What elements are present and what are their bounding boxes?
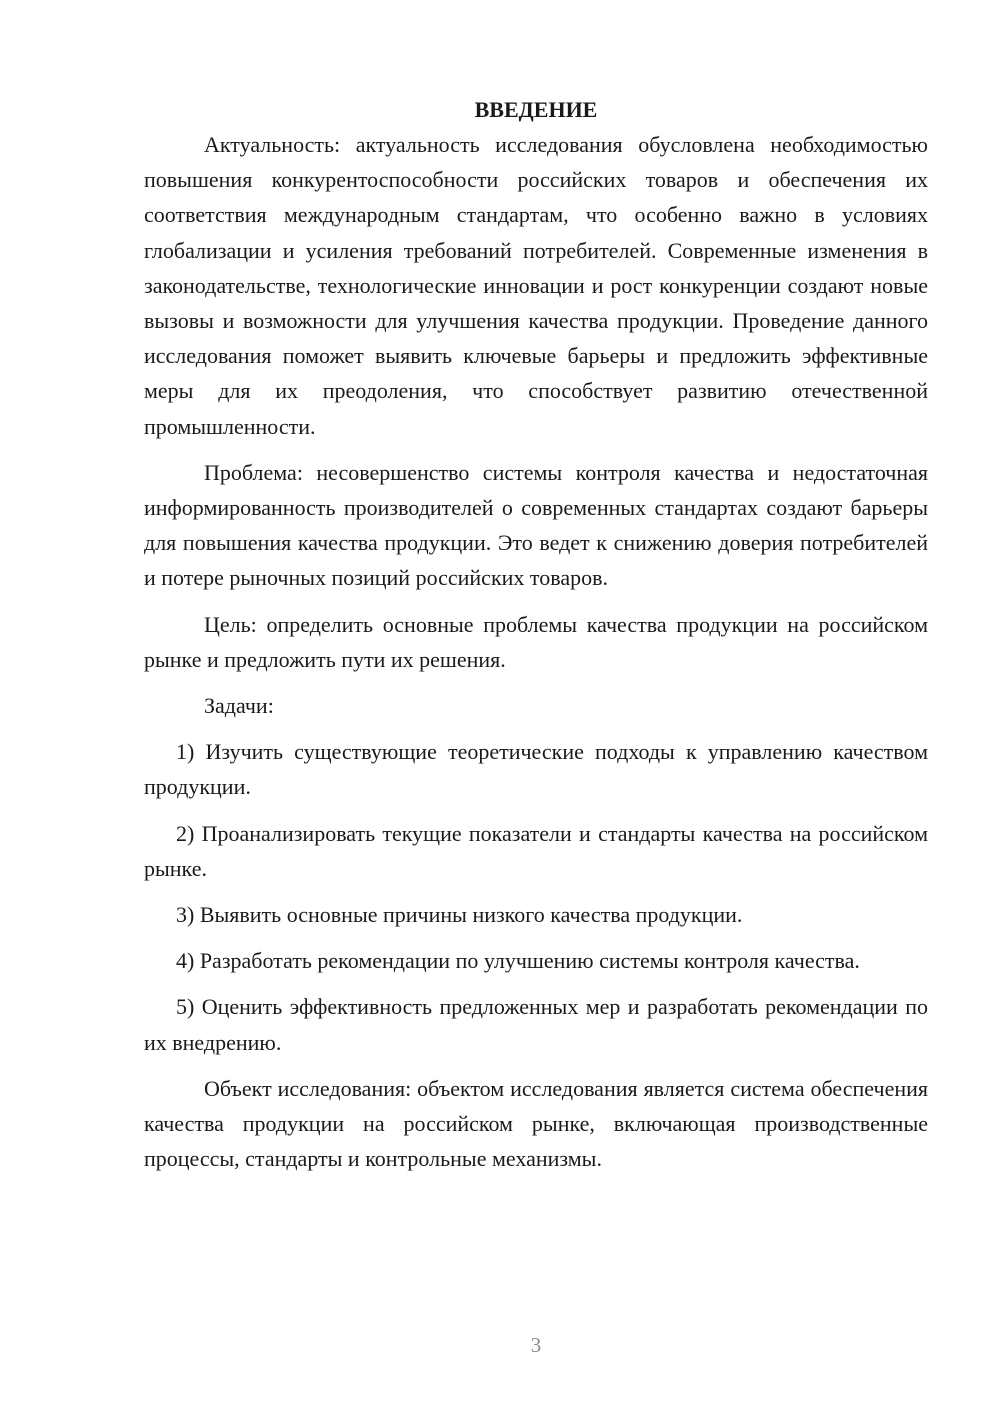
document-page — [144, 92, 928, 1176]
tasks-list — [144, 734, 928, 1060]
page-number: 3 — [530, 1333, 542, 1357]
tasks-label: Задачи: — [204, 693, 274, 719]
section-heading: ВВЕДЕНИЕ — [474, 97, 598, 122]
list-item: 4) Разработать рекомендации по улучшению системы контроля качества. — [176, 948, 860, 974]
problem-paragraph: Проблема: несовершенство системы контроля качества и недостаточная информированность производителей о современных стандартах создают барьеры для повышения качества продукции. Это ведет к снижению доверия потребителей и потере рыночных позиций российских товаров. — [144, 459, 928, 591]
list-item: 2) Проанализировать текущие показатели и стандарты качества на российском рынке. — [144, 820, 928, 881]
list-item: 5) Оценить эффективность предложенных мер и разработать рекомендации по их внедрению. — [144, 994, 928, 1055]
relevance-paragraph: Актуальность: актуальность исследования обусловлена необходимостью повышения конкурентоспособности российских товаров и обеспечения их соответствия международным стандартам, что особенно важно в условиях глобализации и усиления требований потребителей. Современные изменения в законодательстве, технологические инновации и рост конкуренции создают новые вызовы и возможности для улучшения качества продукции. Проведение данного исследования поможет выявить ключевые барьеры и предложить эффективные меры для их преодоления, что способствует развитию отечественной промышленности. — [144, 132, 928, 439]
object-paragraph: Объект исследования: объектом исследования является система обеспечения качества продукции на российском рынке, включающая производственные процессы, стандарты и контрольные механизмы. — [144, 1075, 928, 1172]
goal-paragraph: Цель: определить основные проблемы качества продукции на российском рынке и предложить пути их решения. — [144, 611, 928, 672]
list-item: 1) Изучить существующие теоретические подходы к управлению качеством продукции. — [144, 739, 928, 800]
list-item: 3) Выявить основные причины низкого качества продукции. — [176, 902, 743, 928]
